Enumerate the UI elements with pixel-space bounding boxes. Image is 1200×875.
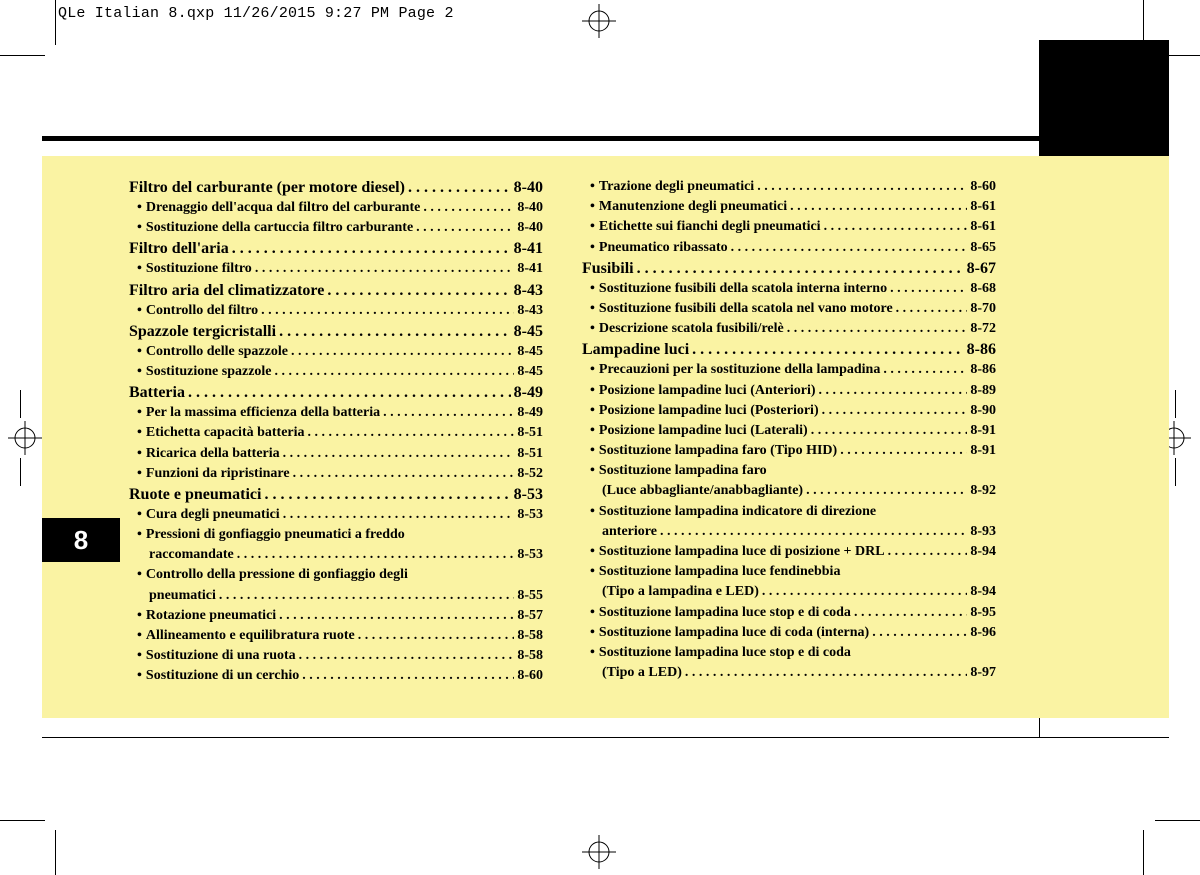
toc-label: Ricarica della batteria <box>145 445 280 461</box>
toc-item <box>129 606 543 626</box>
toc-page-number: 8-49 <box>517 405 543 421</box>
toc-label: Drenaggio dell'acqua dal filtro del carburante <box>145 200 421 215</box>
dot-leader <box>232 238 511 259</box>
toc-page-number: 8-60 <box>517 668 543 684</box>
toc-item <box>129 403 543 423</box>
toc-label: Controllo delle spazzole <box>145 343 288 359</box>
toc-item <box>582 401 996 421</box>
toc-item <box>582 238 996 258</box>
toc-label: Controllo del filtro <box>145 302 259 318</box>
toc-label: Etichette sui fianchi degli pneumatici <box>598 219 821 235</box>
dot-leader <box>283 505 515 525</box>
toc-page-number: 8-94 <box>970 544 996 559</box>
toc-label: Filtro aria del climatizzatore <box>129 281 325 299</box>
toc-label: Lampadine luci <box>582 341 690 359</box>
bullet-icon: • <box>590 503 595 519</box>
bullet-icon: • <box>137 506 142 522</box>
toc-item <box>582 542 996 562</box>
toc-label: Sostituzione spazzole <box>145 363 272 379</box>
registration-tick <box>20 458 21 486</box>
toc-page-number: 8-40 <box>517 200 543 215</box>
toc-page-number: 8-60 <box>970 179 996 194</box>
toc-page-number: 8-41 <box>513 240 543 258</box>
bullet-icon: • <box>590 362 595 378</box>
toc-page-number: 8-52 <box>517 465 543 481</box>
bullet-icon: • <box>590 544 595 559</box>
dot-leader <box>896 299 968 319</box>
toc-item <box>582 217 996 237</box>
toc-page-number: 8-61 <box>970 199 996 215</box>
toc-item <box>582 663 996 683</box>
dot-leader <box>358 626 515 646</box>
toc-item <box>582 522 996 542</box>
bullet-icon: • <box>590 239 595 255</box>
toc-label: Etichetta capacità batteria <box>145 425 305 441</box>
toc-page-number: 8-40 <box>513 179 543 196</box>
toc-page-number: 8-51 <box>517 425 543 441</box>
dot-leader <box>308 423 515 443</box>
dot-leader <box>279 321 511 342</box>
dot-leader <box>275 362 515 382</box>
print-slug: QLe Italian 8.qxp 11/26/2015 9:27 PM Page 2 <box>58 5 454 22</box>
toc-page-number: 8-96 <box>970 624 996 640</box>
bullet-icon: • <box>137 567 142 583</box>
bullet-icon: • <box>137 628 142 643</box>
toc-label: Filtro dell'aria <box>129 240 229 258</box>
toc-label: Sostituzione fusibili della scatola interna interno <box>598 280 888 296</box>
toc-item <box>582 299 996 319</box>
dot-leader <box>731 238 968 258</box>
registration-tick <box>20 390 21 418</box>
toc-page-number: 8-86 <box>966 341 996 359</box>
toc-label: Sostituzione lampadina indicatore di direzione <box>598 503 877 519</box>
toc-item <box>582 481 996 501</box>
toc-page-number: 8-58 <box>517 648 543 664</box>
dot-leader <box>806 481 967 501</box>
toc-left-column <box>129 177 543 687</box>
toc-page-number: 8-91 <box>970 443 996 459</box>
toc-label: Controllo della pressione di gonfiaggio degli <box>145 567 408 583</box>
bullet-icon: • <box>137 465 142 481</box>
toc-page-number: 8-72 <box>970 321 996 337</box>
bullet-icon: • <box>590 644 595 660</box>
toc-item <box>129 586 543 606</box>
toc-page-number: 8-92 <box>970 483 996 499</box>
toc-item <box>129 626 543 646</box>
toc-page-number: 8-49 <box>513 384 543 402</box>
toc-item <box>129 565 543 585</box>
footer-rule <box>42 737 1169 738</box>
dot-leader <box>219 586 514 606</box>
toc-label: Trazione degli pneumatici <box>598 179 755 194</box>
bullet-icon: • <box>137 302 142 318</box>
toc-item <box>129 342 543 362</box>
toc-label: Allineamento e equilibratura ruote <box>145 628 355 643</box>
dot-leader <box>883 360 967 380</box>
toc-page-number: 8-65 <box>970 239 996 255</box>
bullet-icon: • <box>590 624 595 640</box>
dot-leader <box>261 301 514 321</box>
toc-item <box>582 421 996 441</box>
dot-leader <box>264 484 510 505</box>
toc-right-column <box>582 177 996 683</box>
crop-mark <box>0 820 45 821</box>
dot-leader <box>762 582 967 602</box>
toc-heading <box>129 321 543 342</box>
toc-page-number: 8-51 <box>517 445 543 461</box>
toc-label: Sostituzione lampadina faro (Tipo HID) <box>598 443 838 459</box>
toc-item <box>129 525 543 545</box>
dot-leader <box>692 339 964 360</box>
toc-item <box>129 301 543 321</box>
toc-item <box>129 464 543 484</box>
bullet-icon: • <box>137 668 142 684</box>
toc-label: Funzioni da ripristinare <box>145 465 290 481</box>
toc-item <box>582 461 996 481</box>
toc-page-number: 8-53 <box>517 506 543 522</box>
toc-item <box>129 362 543 382</box>
toc-label: Filtro del carburante (per motore diesel) <box>129 179 405 196</box>
toc-page-number: 8-53 <box>517 547 543 563</box>
dot-leader <box>787 319 968 339</box>
toc-item <box>582 603 996 623</box>
bullet-icon: • <box>590 280 595 296</box>
section-thumb-tab <box>1039 40 1169 159</box>
toc-page-number: 8-55 <box>517 587 543 603</box>
toc-label: Sostituzione lampadina luce di coda (interna) <box>598 624 870 640</box>
dot-leader <box>685 663 967 683</box>
toc-heading <box>129 280 543 301</box>
toc-label: Sostituzione lampadina luce stop e di coda <box>598 604 851 620</box>
toc-heading <box>129 484 543 505</box>
dot-leader <box>383 403 514 423</box>
toc-item <box>582 319 996 339</box>
bullet-icon: • <box>137 343 142 359</box>
toc-page-number: 8-86 <box>970 362 996 378</box>
toc-item <box>129 505 543 525</box>
dot-leader <box>890 279 967 299</box>
toc-label: (Tipo a lampadina e LED) <box>602 584 759 600</box>
toc-heading <box>582 339 996 360</box>
toc-page-number: 8-94 <box>970 584 996 600</box>
bullet-icon: • <box>590 604 595 620</box>
toc-item <box>582 441 996 461</box>
toc-page-number: 8-97 <box>970 665 996 681</box>
toc-page-number: 8-43 <box>513 281 543 299</box>
dot-leader <box>822 401 968 421</box>
toc-label: Batteria <box>129 384 185 402</box>
toc-label: Rotazione pneumatici <box>145 607 277 623</box>
toc-page-number: 8-40 <box>517 220 543 236</box>
dot-leader <box>660 522 967 542</box>
toc-page-number: 8-90 <box>970 402 996 418</box>
toc-page-number: 8-45 <box>517 363 543 379</box>
toc-page-number: 8-91 <box>970 422 996 438</box>
toc-item <box>582 279 996 299</box>
toc-label: Pressioni di gonfiaggio pneumatici a freddo <box>145 527 405 543</box>
toc-heading <box>129 177 543 198</box>
toc-page-number: 8-93 <box>970 523 996 539</box>
bullet-icon: • <box>590 219 595 235</box>
toc-page-number: 8-45 <box>517 343 543 359</box>
toc-item <box>582 623 996 643</box>
toc-page-number: 8-43 <box>517 302 543 318</box>
bullet-icon: • <box>590 443 595 459</box>
toc-label: Descrizione scatola fusibili/relè <box>598 321 784 337</box>
bullet-icon: • <box>137 425 142 441</box>
toc-item <box>129 666 543 686</box>
dot-leader <box>237 545 515 565</box>
toc-label: anteriore <box>602 523 657 539</box>
bullet-icon: • <box>590 564 595 580</box>
crop-mark <box>1143 0 1144 45</box>
toc-label: Precauzioni per la sostituzione della lampadina <box>598 362 881 378</box>
dot-leader <box>757 177 967 197</box>
toc-label: Sostituzione di una ruota <box>145 648 296 664</box>
toc-label: Sostituzione lampadina luce fendinebbia <box>598 564 841 580</box>
toc-item <box>582 582 996 602</box>
registration-mark-icon <box>582 835 616 869</box>
bullet-icon: • <box>137 527 142 543</box>
bullet-icon: • <box>137 607 142 623</box>
toc-page-number: 8-95 <box>970 604 996 620</box>
bullet-icon: • <box>137 363 142 379</box>
dot-leader <box>283 444 515 464</box>
toc-page-number: 8-89 <box>970 382 996 398</box>
bullet-icon: • <box>590 199 595 215</box>
bullet-icon: • <box>590 382 595 398</box>
bullet-icon: • <box>137 405 142 421</box>
crop-mark <box>1143 830 1144 875</box>
toc-item <box>129 218 543 238</box>
toc-page-number: 8-41 <box>517 261 543 277</box>
toc-item <box>582 360 996 380</box>
bullet-icon: • <box>137 261 142 277</box>
toc-label: pneumatici <box>149 587 216 603</box>
crop-mark <box>0 55 45 56</box>
header-rule <box>42 136 1169 141</box>
dot-leader <box>299 646 515 666</box>
dot-leader <box>819 381 968 401</box>
toc-heading <box>129 238 543 259</box>
registration-mark-icon <box>582 4 616 38</box>
dot-leader <box>423 198 514 218</box>
dot-leader <box>416 218 514 238</box>
toc-page-number: 8-57 <box>517 607 543 623</box>
toc-heading <box>129 382 543 403</box>
toc-item <box>582 562 996 582</box>
dot-leader <box>637 258 964 279</box>
toc-label: Fusibili <box>582 259 634 277</box>
dot-leader <box>811 421 968 441</box>
toc-label: Ruote e pneumatici <box>129 485 262 503</box>
toc-label: Spazzole tergicristalli <box>129 322 277 340</box>
dot-leader <box>302 666 514 686</box>
toc-label: raccomandate <box>149 547 234 563</box>
toc-label: Cura degli pneumatici <box>145 506 280 522</box>
toc-item <box>582 197 996 217</box>
toc-page-number: 8-70 <box>970 300 996 316</box>
bullet-icon: • <box>137 648 142 664</box>
toc-item <box>129 259 543 279</box>
registration-tick <box>1175 390 1176 418</box>
toc-page-number: 8-58 <box>517 628 543 643</box>
dot-leader <box>790 197 967 217</box>
bullet-icon: • <box>590 463 595 479</box>
bullet-icon: • <box>590 300 595 316</box>
bullet-icon: • <box>137 200 142 215</box>
dot-leader <box>840 441 967 461</box>
dot-leader <box>327 280 510 301</box>
dot-leader <box>872 623 967 643</box>
toc-label: Per la massima efficienza della batteria <box>145 405 381 421</box>
registration-tick <box>1175 458 1176 486</box>
dot-leader <box>854 603 967 623</box>
toc-item <box>129 198 543 218</box>
toc-item <box>129 423 543 443</box>
toc-item <box>129 545 543 565</box>
toc-page-number: 8-45 <box>513 322 543 340</box>
dot-leader <box>824 217 968 237</box>
dot-leader <box>888 542 968 562</box>
bullet-icon: • <box>137 445 142 461</box>
bullet-icon: • <box>590 422 595 438</box>
registration-mark-icon <box>8 421 42 455</box>
toc-label: (Tipo a LED) <box>602 665 682 681</box>
toc-page-number: 8-53 <box>513 485 543 503</box>
toc-label: Posizione lampadine luci (Laterali) <box>598 422 808 438</box>
dot-leader <box>279 606 514 626</box>
toc-page-number: 8-68 <box>970 280 996 296</box>
toc-item <box>582 643 996 663</box>
toc-heading <box>582 258 996 279</box>
toc-item <box>582 177 996 197</box>
dot-leader <box>188 382 511 403</box>
toc-item <box>582 502 996 522</box>
toc-item <box>129 646 543 666</box>
dot-leader <box>293 464 515 484</box>
toc-label: Posizione lampadine luci (Posteriori) <box>598 402 819 418</box>
bullet-icon: • <box>590 321 595 337</box>
toc-label: Sostituzione lampadina luce di posizione + DRL <box>598 544 885 559</box>
chapter-number-tab: 8 <box>42 518 120 562</box>
bullet-icon: • <box>590 402 595 418</box>
toc-page-number: 8-61 <box>970 219 996 235</box>
toc-label: (Luce abbagliante/anabbagliante) <box>602 483 804 499</box>
toc-label: Pneumatico ribassato <box>598 239 728 255</box>
crop-mark <box>55 0 56 45</box>
toc-label: Sostituzione della cartuccia filtro carburante <box>145 220 414 236</box>
toc-page-number: 8-67 <box>966 259 996 277</box>
toc-label: Manutenzione degli pneumatici <box>598 199 788 215</box>
toc-label: Sostituzione fusibili della scatola nel vano motore <box>598 300 893 316</box>
toc-label: Sostituzione filtro <box>145 261 252 277</box>
toc-label: Sostituzione di un cerchio <box>145 668 300 684</box>
crop-mark <box>1155 820 1200 821</box>
toc-item <box>129 444 543 464</box>
toc-item <box>582 381 996 401</box>
dot-leader <box>291 342 514 362</box>
bullet-icon: • <box>590 179 595 194</box>
dot-leader <box>408 177 511 198</box>
crop-mark <box>55 830 56 875</box>
bullet-icon: • <box>137 220 142 236</box>
toc-label: Sostituzione lampadina faro <box>598 463 767 479</box>
footer-divider <box>1039 718 1040 738</box>
toc-label: Posizione lampadine luci (Anteriori) <box>598 382 816 398</box>
toc-label: Sostituzione lampadina luce stop e di coda <box>598 644 851 660</box>
dot-leader <box>255 259 515 279</box>
